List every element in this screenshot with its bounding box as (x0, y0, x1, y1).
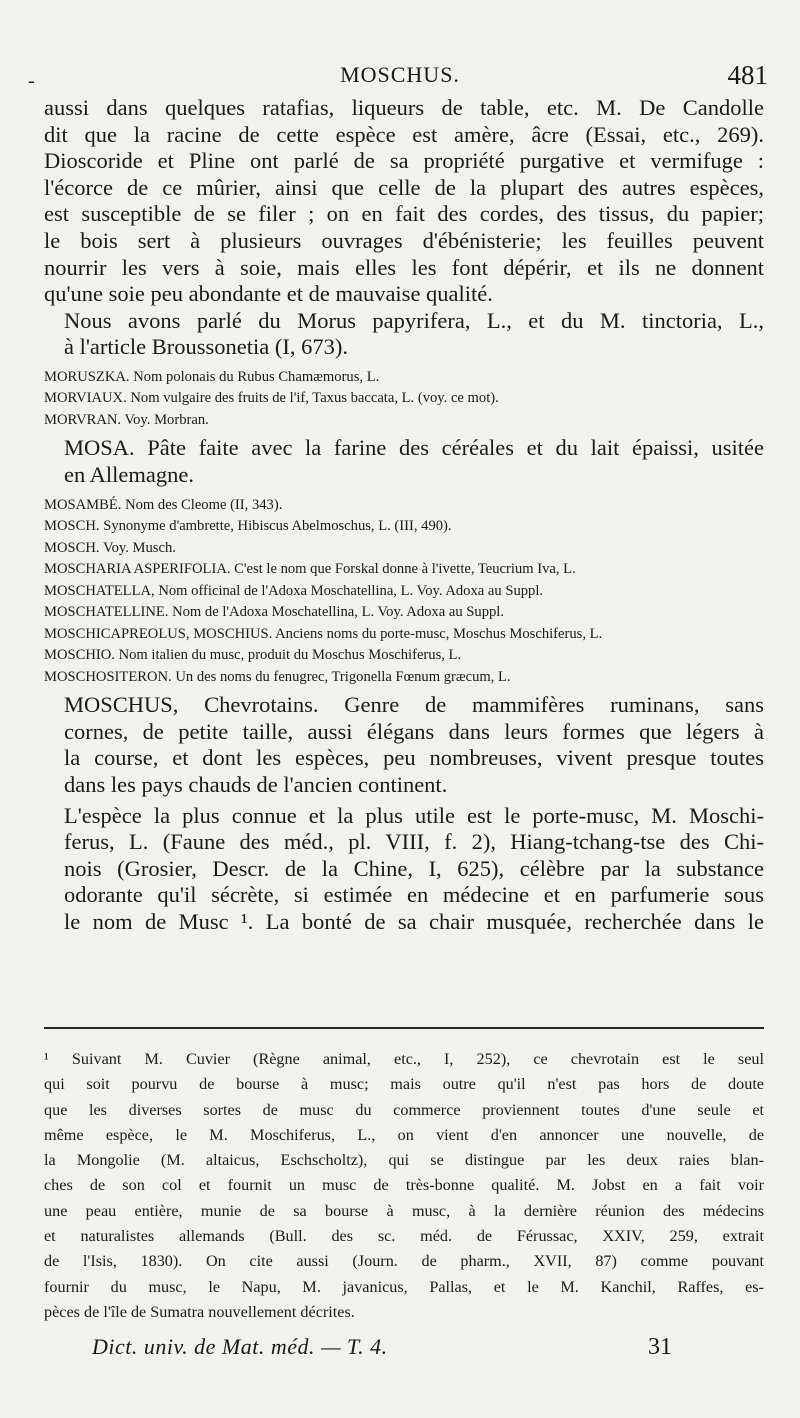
text-line: en Allemagne. (64, 462, 194, 488)
entry-moschatelline: MOSCHATELLINE. Nom de l'Adoxa Moschatellina, L. Voy. Adoxa au Suppl. (44, 604, 504, 621)
text-line: à l'article Broussonetia (I, 673). (64, 334, 348, 360)
entry-morviaux: MORVIAUX. Nom vulgaire des fruits de l'if, Taxus baccata, L. (voy. ce mot). (44, 390, 499, 407)
footnote-line: la Mongolie (M. altaicus, Eschscholtz), qui se distingue par les deux raies blan- (44, 1151, 764, 1170)
entry-moruszka: MORUSZKA. Nom polonais du Rubus Chamæmorus, L. (44, 368, 380, 385)
entry-moschatella: MOSCHATELLA, Nom officinal de l'Adoxa Moschatellina, L. Voy. Adoxa au Suppl. (44, 582, 544, 599)
page-footer (92, 1334, 672, 1364)
dictionary-entries-group-1 (44, 367, 764, 432)
body-text (44, 95, 764, 935)
entry-mosa (44, 435, 764, 488)
footnote-line: même espèce, le M. Moschiferus, L., on vient d'en annoncer une nouvelle, de (44, 1125, 764, 1144)
footnote-line: une peau entière, munie de sa bourse à musc, à la dernière réunion des médecins (44, 1201, 764, 1220)
footnote (44, 1047, 764, 1325)
entry-moschus (44, 692, 764, 798)
entry-mosch: MOSCH. Synonyme d'ambrette, Hibiscus Abelmoschus, L. (III, 490). (44, 518, 452, 535)
text-line: dit que la racine de cette espèce est amère, âcre (Essai, etc., 269). (44, 121, 764, 147)
entry-moscharia: MOSCHARIA ASPERIFOLIA. C'est le nom que Forskal donne à l'ivette, Teucrium Iva, L. (44, 561, 576, 578)
text-line: est susceptible de se filer ; on en fait des cordes, des tissus, du papier; (44, 201, 764, 227)
footnote-line: fournir du musc, le Napu, M. javanicus, Pallas, et le M. Kanchil, Raffes, es- (44, 1277, 764, 1296)
text-line: odorante qu'il sécrète, si estimée en médecine et en parfumerie sous (64, 882, 764, 908)
footnote-line: de l'Isis, 1830). On cite aussi (Journ. de pharm., XVII, 87) comme pouvant (44, 1252, 764, 1271)
text-line: L'espèce la plus connue et la plus utile est le porte-musc, M. Moschi- (64, 802, 764, 828)
paragraph-morus-continued (44, 95, 764, 308)
paragraph-porte-musc (44, 803, 764, 936)
header-mark: - (28, 70, 35, 92)
text-line: Nous avons parlé du Morus papyrifera, L., et du M. tinctoria, L., (64, 307, 764, 333)
text-line: nois (Grosier, Descr. de la Chine, I, 625), célèbre par la substance (64, 855, 764, 881)
dictionary-entries-group-2 (44, 495, 764, 689)
footnote-line: pèces de l'île de Sumatra nouvellement décrites. (44, 1302, 355, 1321)
text-line: nourrir les vers à soie, mais elles les font dépérir, et ils ne donnent (44, 254, 764, 280)
text-line: dans les pays chauds de l'ancien continent. (64, 771, 448, 797)
text-line: qu'une soie peu abondante et de mauvaise qualité. (44, 281, 493, 307)
running-head: MOSCHUS. (340, 62, 460, 87)
sheet-number: 31 (648, 1334, 672, 1360)
text-line: l'écorce de ce mûrier, ainsi que celle de la plupart des autres espèces, (44, 174, 764, 200)
entry-moschositeron: MOSCHOSITERON. Un des noms du fenugrec, Trigonella Fœnum græcum, L. (44, 668, 511, 685)
footnote-line: que les diverses sortes de musc du commerce proviennent toutes d'une seule et (44, 1100, 764, 1119)
entry-mosambe: MOSAMBÉ. Nom des Cleome (II, 343). (44, 496, 283, 513)
entry-mosch-voy: MOSCH. Voy. Musch. (44, 539, 176, 556)
signature-mark: Dict. univ. de Mat. méd. — T. 4. (92, 1334, 388, 1359)
footnote-line: ¹ Suivant M. Cuvier (Règne animal, etc., I, 252), ce chevrotain est le seul (44, 1050, 764, 1068)
text-line: Dioscoride et Pline ont parlé de sa propriété purgative et vermifuge : (44, 148, 764, 174)
footnote-line: ches de son col et fournit un musc de très-bonne qualité. M. Jobst en a fait voir (44, 1176, 764, 1195)
text-line: le nom de Musc ¹. La bonté de sa chair musquée, recherchée dans le (64, 908, 764, 934)
page-number: 481 (727, 60, 768, 90)
text-line: cornes, de petite taille, aussi élégans dans leurs formes que légers à (64, 718, 764, 744)
entry-moschicapreolus: MOSCHICAPREOLUS, MOSCHIUS. Anciens noms du porte-musc, Moschus Moschiferus, L. (44, 625, 603, 642)
text-line: ferus, L. (Faune des méd., pl. VIII, f. 2), Hiang-tchang-tse des Chi- (64, 829, 764, 855)
footnote-line: et naturalistes allemands (Bull. des sc. méd. de Férussac, XXIV, 259, extrait (44, 1227, 764, 1246)
text-line: MOSA. Pâte faite avec la farine des céréales et du lait épaissi, usitée (64, 435, 764, 461)
text-line: le bois sert à plusieurs ouvrages d'ébénisterie; les feuilles peuvent (44, 227, 764, 253)
footnote-line: qui soit pourvu de bourse à musc; mais outre qu'il n'est pas hors de doute (44, 1075, 764, 1094)
text-line: aussi dans quelques ratafias, liqueurs de table, etc. M. De Candolle (44, 95, 764, 120)
entry-moschio: MOSCHIO. Nom italien du musc, produit du Moschus Moschiferus, L. (44, 647, 462, 664)
paragraph-morus-papyrifera (44, 308, 764, 361)
footnote-rule (44, 1027, 764, 1029)
text-line: la course, et dont les espèces, peu nombreuses, vivent presque toutes (64, 745, 764, 771)
entry-morvran: MORVRAN. Voy. Morbran. (44, 411, 209, 428)
text-line: MOSCHUS, Chevrotains. Genre de mammifères ruminans, sans (64, 692, 764, 718)
